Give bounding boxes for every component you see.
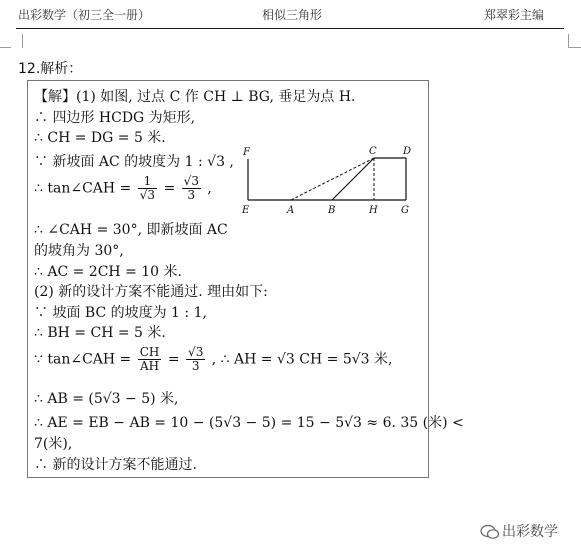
problem-title: 12.解析： (18, 61, 83, 77)
fraction-root3-over-3 (186, 346, 205, 373)
fraction-numerator: CH (139, 345, 160, 359)
header-chapter: 相似三角形 (262, 8, 323, 22)
fraction-denominator: 3 (191, 359, 200, 373)
label-a: A (287, 205, 295, 216)
solution-line-5 (34, 175, 212, 202)
page-header (0, 0, 581, 32)
header-rule (16, 28, 564, 29)
line-end: , ∴ AH = √3 CH = 5√3 米, (211, 351, 393, 368)
solution-line-14: ∴ AE = EB − AB = 10 − (5√3 − 5) = 15 − 5√3 ≈ 6. 35 (米) < (34, 415, 464, 431)
solution-line-15: 7(米), (34, 436, 73, 452)
solution-line-8: ∴ AC = 2CH = 10 米. (34, 264, 182, 280)
header-book-title: 出彩数学（初三全一册） (18, 8, 151, 22)
label-e: E (242, 205, 250, 216)
margin-mark-left (10, 34, 23, 48)
solution-line-7: 的坡角为 30°, (34, 243, 124, 259)
fraction-ch-over-ah (138, 346, 162, 373)
segment-ac-dashed (291, 158, 374, 200)
solution-line-13: ∴ AB = (5√3 − 5) 米, (34, 391, 179, 407)
margin-mark-left-h (0, 47, 11, 48)
fraction-numerator: √3 (188, 345, 204, 359)
label-g: G (401, 205, 409, 216)
fraction-numerator: 1 (138, 175, 157, 189)
line-end: , (207, 180, 212, 197)
label-f: F (243, 147, 250, 158)
margin-mark-right-h (569, 47, 581, 48)
geometry-diagram (236, 144, 422, 218)
fraction-denominator: √3 (139, 188, 156, 202)
solution-line-6: ∴ ∠CAH = 30°, 即新坡面 AC (34, 222, 228, 238)
solution-line-16: ∴ 新的设计方案不能通过. (34, 457, 197, 473)
tan-expression: ∵ tan∠CAH = (34, 351, 132, 368)
fraction-numerator: √3 (183, 174, 199, 188)
margin-mark-right (568, 34, 581, 48)
solution-line-12 (34, 346, 392, 373)
fraction-denominator: 3 (187, 188, 196, 202)
solution-line-3: ∴ CH = DG = 5 米. (34, 130, 166, 146)
fraction-denominator: AH (140, 359, 160, 373)
fraction-1-over-root3 (138, 175, 157, 202)
solution-line-11: ∴ BH = CH = 5 米. (34, 325, 166, 341)
label-h: H (369, 205, 378, 216)
equals-sign: = (163, 180, 176, 197)
tan-expression: ∴ tan∠CAH = (34, 180, 132, 197)
fraction-root3-over-3 (182, 175, 201, 202)
segment-bc (332, 158, 374, 200)
wechat-icon (480, 524, 500, 540)
solution-line-10: ∵ 坡面 BC 的坡度为 1 : 1, (34, 305, 207, 321)
watermark-brand: 出彩数学 (502, 524, 558, 540)
label-c: C (369, 146, 377, 157)
solution-line-9: (2) 新的设计方案不能通过. 理由如下: (34, 284, 268, 300)
label-b: B (328, 205, 336, 216)
header-editor: 郑翠彩主编 (484, 8, 545, 22)
solution-line-1: 【解】(1) 如图, 过点 C 作 CH ⊥ BG, 垂足为点 H. (34, 89, 356, 105)
solution-line-4: ∵ 新坡面 AC 的坡度为 1 : √3 , (34, 154, 234, 170)
label-d: D (403, 146, 412, 157)
equals-sign: = (167, 351, 180, 368)
solution-line-2: ∴ 四边形 HCDG 为矩形, (34, 110, 196, 126)
